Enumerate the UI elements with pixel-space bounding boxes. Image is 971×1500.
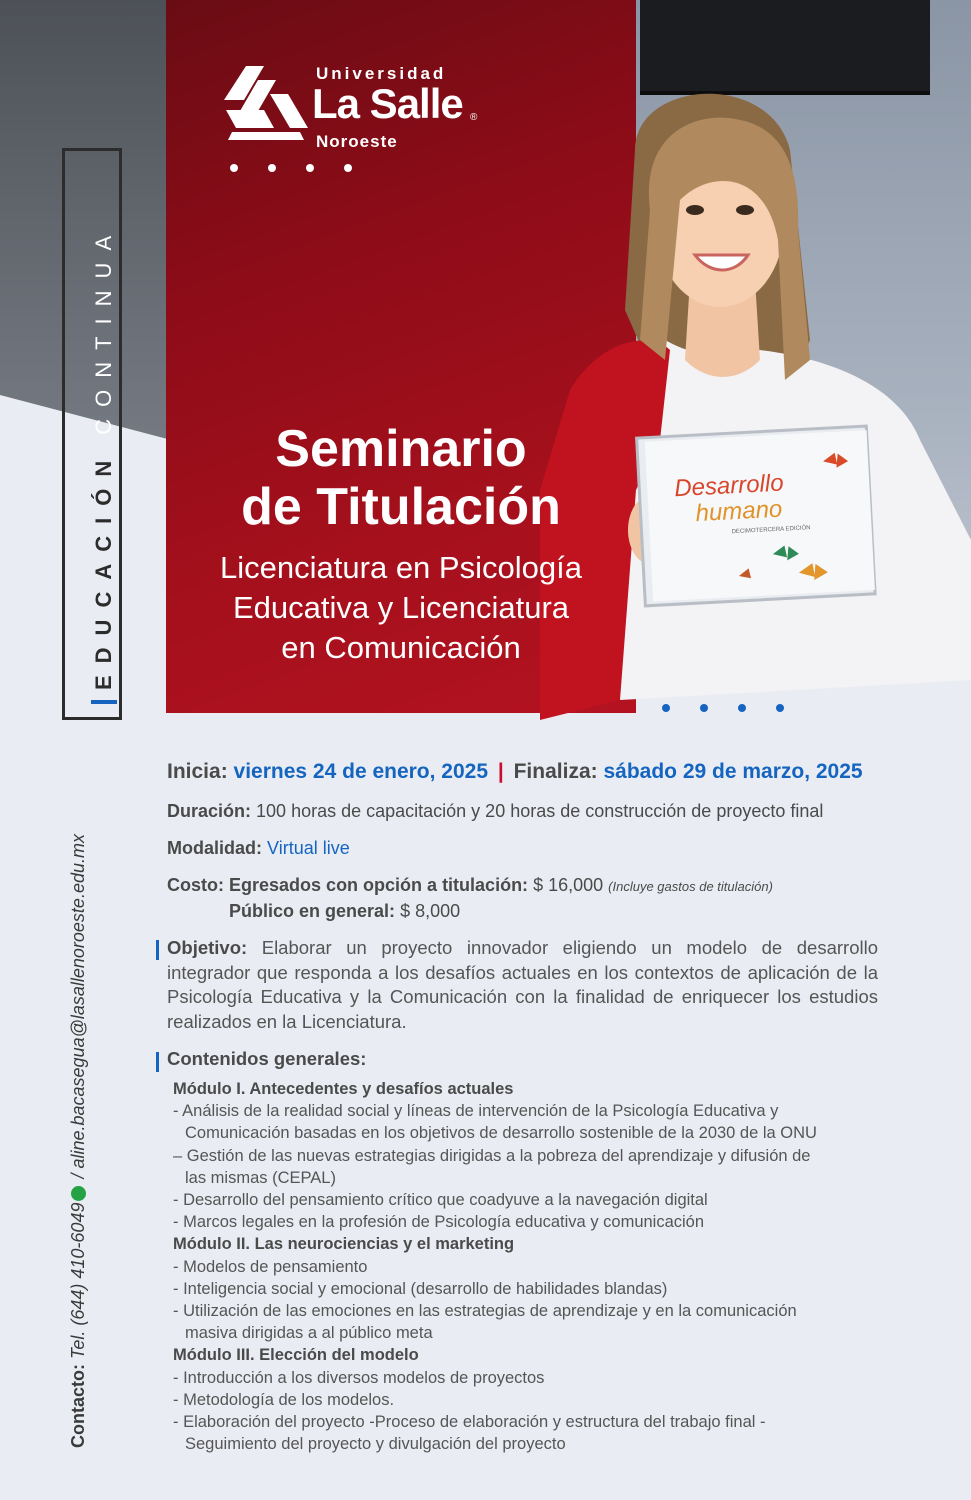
education-label-light: CONTINUA [91, 223, 116, 435]
page-subtitle [166, 548, 636, 668]
decorative-dots-blue [662, 704, 784, 712]
whatsapp-icon [71, 1186, 86, 1201]
list-item: - Introducción a los diversos modelos de proyectos [173, 1368, 545, 1387]
end-label: Finaliza: [513, 760, 598, 783]
contents-list [173, 1078, 873, 1455]
contact-email[interactable]: aline.bacasegua@lasallenoroeste.edu.mx [68, 834, 88, 1169]
cost-label: Costo: [167, 875, 224, 895]
decorative-dots-white [230, 164, 352, 172]
start-label: Inicia: [167, 760, 228, 783]
list-item: - Marcos legales en la profesión de Psicología educativa y comunicación [173, 1213, 705, 1232]
dates-row [167, 760, 863, 784]
list-item: Seguimiento del proyecto y divulgación del proyecto [185, 1435, 566, 1454]
list-item: - Desarrollo del pensamiento crítico que coadyuve a la navegación digital [173, 1191, 708, 1210]
contact-separator: / [68, 1168, 88, 1184]
objective-text: Elaborar un proyecto innovador eligiendo un modelo de desarrollo integrador que responda a los desafíos actuales en los contextos de aplicación de la Psicología Educativa y la Comunicación con la finalidad de enriquecer los estudios realizados en la Licenciatura. [167, 937, 879, 1032]
book-title-2: humano [694, 495, 783, 528]
education-label [91, 224, 117, 704]
start-date: viernes 24 de enero, 2025 [233, 760, 489, 783]
list-item: - Elaboración del proyecto -Proceso de elaboración y estructura del trabajo final - [173, 1413, 766, 1432]
cost-public-row [229, 901, 460, 922]
duration-value: 100 horas de capacitación y 20 horas de construcción de proyecto final [256, 801, 824, 821]
list-item: - Análisis de la realidad social y líneas de intervención de la Psicología Educativa y [173, 1102, 779, 1121]
cost-graduates-value: $ 16,000 [533, 875, 604, 895]
list-item: masiva dirigidas a al público meta [185, 1324, 433, 1343]
duration-label: Duración: [167, 801, 252, 821]
list-item: - Modelos de pensamiento [173, 1257, 368, 1276]
book-title-1: Desarrollo [673, 469, 785, 503]
module-3-title: Módulo III. Elección del modelo [173, 1346, 419, 1365]
contact-info [68, 834, 89, 1448]
modality-value: Virtual live [267, 838, 350, 858]
module-1-title: Módulo I. Antecedentes y desafíos actuales [173, 1080, 514, 1098]
cost-row [167, 875, 773, 896]
accent-bar [91, 700, 117, 704]
book-edition: DECIMOTERCERA EDICIÓN [731, 525, 811, 536]
page-title [166, 420, 636, 536]
title-line-2: de Titulación [241, 478, 561, 536]
subtitle-line-2: Educativa y Licenciatura [232, 590, 570, 625]
cost-graduates-label: Egresados con opción a titulación: [229, 875, 529, 895]
list-item: las mismas (CEPAL) [185, 1168, 336, 1187]
objective [167, 936, 878, 1034]
logo-campus-text: Noroeste [316, 132, 398, 151]
education-label-bold: EDUCACIÓN [91, 448, 116, 690]
subtitle-line-3: en Comunicación [281, 630, 521, 665]
subtitle-line-1: Licenciatura en Psicología [220, 550, 582, 585]
list-item: Comunicación basadas en los objetivos de desarrollo sostenible de la 2030 de la ONU [185, 1124, 817, 1143]
cost-public-label: Público en general: [229, 901, 396, 921]
registered-mark: ® [470, 112, 478, 123]
cost-graduates-note: (Incluye gastos de titulación) [608, 879, 773, 894]
dates-separator: | [497, 760, 504, 783]
title-line-1: Seminario [275, 420, 527, 478]
contact-label: Contacto: [68, 1364, 88, 1448]
university-logo [224, 62, 504, 162]
modality-row [167, 838, 350, 859]
la-salle-emblem-icon [224, 66, 308, 142]
list-item: - Metodología de los modelos. [173, 1390, 395, 1409]
duration-row [167, 801, 823, 822]
objective-accent-bar [156, 940, 159, 960]
list-item: - Utilización de las emociones en las estrategias de aprendizaje y en la comunicación [173, 1302, 797, 1321]
cost-public-value: $ 8,000 [400, 901, 461, 921]
modality-label: Modalidad: [167, 838, 262, 858]
logo-name-text: La Salle [312, 80, 463, 127]
contents-title: Contenidos generales: [167, 1048, 367, 1069]
end-date: sábado 29 de marzo, 2025 [603, 760, 863, 783]
contents-accent-bar [156, 1052, 159, 1072]
list-item: - Inteligencia social y emocional (desarrollo de habilidades blandas) [173, 1279, 668, 1298]
objective-label: Objetivo: [167, 937, 248, 958]
contact-phone[interactable]: Tel. (644) 410-6049 [68, 1202, 88, 1359]
module-2-title: Módulo II. Las neurociencias y el marketing [173, 1235, 515, 1254]
list-item: – Gestión de las nuevas estrategias dirigidas a la pobreza del aprendizaje y difusión de [173, 1146, 811, 1165]
logo-university-text: Universidad [316, 64, 447, 83]
